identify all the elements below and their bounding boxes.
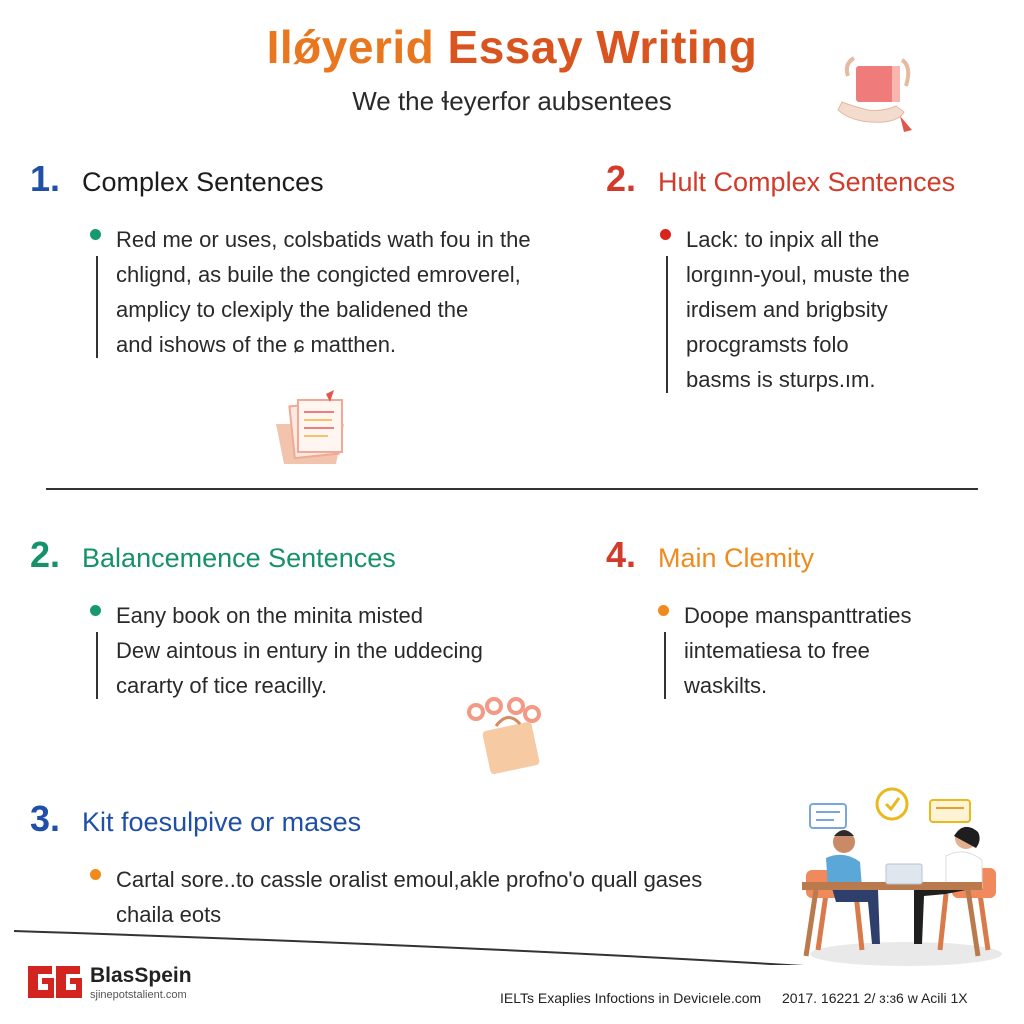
hand-holding-book-icon	[834, 52, 920, 139]
brand-logo	[26, 962, 192, 1002]
bullet-line: cararty of tice reacilly.	[116, 673, 328, 698]
page-subtitle: We the ɬeyerfor aubsentees	[352, 86, 672, 116]
section-title: Kit foesulpive or mases	[82, 807, 362, 837]
bullet-block	[88, 222, 531, 362]
title-part-1: Ilǿyerid	[266, 21, 435, 73]
section-divider	[46, 488, 978, 490]
bullet-line: Dew aintous in entury in the uddecing	[116, 638, 483, 663]
bullet-line: basms is sturps.ım.	[686, 367, 876, 392]
brand-website: sjinepotstalient.com	[90, 988, 187, 1001]
section-number: 3.	[30, 798, 61, 839]
brand-name: BlasSpein	[90, 963, 192, 987]
bullet-block	[658, 222, 955, 397]
bullet-line: procgramsts folo	[686, 332, 849, 357]
bullet-line: Eany book on the minita misted	[116, 603, 423, 628]
basket-icon	[464, 696, 544, 781]
bullet-dot-icon	[90, 605, 101, 616]
bullet-dot-icon	[90, 869, 101, 880]
bullet-block	[656, 598, 911, 703]
bullet-line: and ishows of the ɕ matthen.	[116, 332, 397, 357]
section-title: Complex Sentences	[82, 167, 324, 197]
section-number: 1.	[30, 158, 61, 199]
footer-caption: IELTs Exaplies Infoctions in Devicıele.com	[500, 990, 762, 1006]
section-main-clemity	[606, 534, 911, 703]
section-complex-sentences	[30, 158, 531, 362]
section-title: Main Clemity	[658, 543, 815, 573]
bullet-bar	[666, 256, 668, 393]
bullet-block	[88, 598, 483, 703]
brand-logo-icon	[26, 962, 82, 1002]
bullet-dot-icon	[660, 229, 671, 240]
bullet-bar	[96, 256, 98, 358]
bullet-line: iintematiesa to free	[684, 638, 870, 663]
documents-stack-icon	[272, 390, 358, 475]
bullet-line: chlignd, as buile the congicted emroverel,	[116, 262, 521, 287]
bullet-line: waskilts.	[684, 673, 768, 698]
bullet-line: Lack: to inpix all the	[686, 227, 880, 252]
section-hult-complex-sentences	[606, 158, 955, 397]
title-part-2: Essay Writing	[447, 21, 758, 73]
bullet-line: Cartal sore..to cassle oralist emoul,akle profno'o quall gases	[116, 867, 703, 892]
section-number: 2.	[606, 158, 637, 199]
section-title: Balancemence Sentences	[82, 543, 396, 573]
bullet-line: amplicy to clexiply the balidened the	[116, 297, 469, 322]
footer-date: 2017. 16221 2/ ɜ:ɜ6 w Acili 1X	[782, 990, 968, 1006]
bullet-dot-icon	[90, 229, 101, 240]
section-number: 4.	[606, 534, 637, 575]
footer-curve-line	[0, 905, 1024, 965]
bullet-line: lorgınn-youl, muste the	[686, 262, 910, 287]
section-balancemence-sentences	[30, 534, 483, 703]
bullet-line: Red me or uses, colsbatids wath fou in the	[116, 227, 531, 252]
section-number: 2.	[30, 534, 61, 575]
bullet-line: irdisem and brigbsity	[686, 297, 888, 322]
bullet-line: chaila eots	[116, 902, 222, 927]
section-title: Hult Complex Sentences	[658, 167, 956, 197]
bullet-bar	[664, 632, 666, 699]
bullet-bar	[96, 632, 98, 699]
bullet-dot-icon	[658, 605, 669, 616]
bullet-line: Doope manspanttraties	[684, 603, 912, 628]
